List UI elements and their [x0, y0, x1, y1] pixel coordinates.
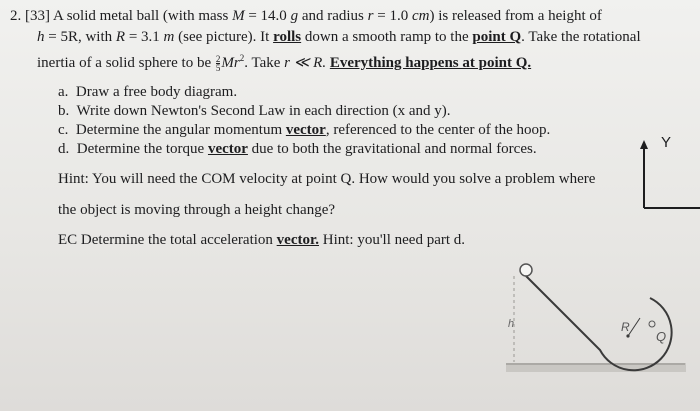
problem-line-3	[37, 53, 531, 72]
fraction-denominator: 5	[215, 63, 221, 74]
y-axis-arrowhead	[640, 140, 648, 149]
inertia-text: inertia of a solid sphere to be	[37, 55, 212, 71]
sketch-height-label: h	[508, 318, 515, 330]
ramp-hoop-sketch	[500, 258, 700, 388]
ec-hint: Hint: you'll need part d.	[322, 232, 466, 248]
part-c-after: , referenced to the center of the hoop.	[325, 122, 551, 138]
R-symbol: R	[115, 29, 126, 45]
R-value: = 3.1	[128, 29, 160, 45]
part-c-text: Determine the angular momentum	[75, 122, 283, 138]
ec-line	[58, 232, 465, 249]
mass-unit: g	[290, 8, 299, 24]
mass-symbol: M	[232, 8, 245, 24]
take-rotational-text: . Take the rotational	[521, 29, 641, 45]
and-radius-text: and radius	[301, 8, 364, 24]
part-d-text: Determine the torque	[76, 141, 205, 157]
hint-text-2: the object is moving through a height change?	[58, 202, 336, 218]
xy-axis-diagram	[620, 130, 700, 220]
ec-vector: vector.	[276, 232, 319, 248]
ramp-curve	[526, 276, 672, 370]
part-a	[58, 84, 237, 101]
see-picture-text: (see picture). It	[178, 29, 270, 45]
height-value: = 5R, with	[48, 29, 113, 45]
sketch-q-label: Q	[656, 329, 667, 344]
radius-symbol: r	[367, 8, 374, 24]
inertia-exponent: 2	[239, 53, 245, 63]
y-axis-label: Y	[661, 134, 672, 151]
fraction-numerator: 2	[215, 54, 221, 65]
inertia-expression: Mr	[221, 55, 240, 71]
part-b-text: Write down Newton's Second Law in each direction (x and y).	[76, 103, 451, 119]
problem-number: 2.	[10, 8, 22, 24]
take-r-text: . Take	[244, 55, 281, 71]
problem-intro: A solid metal ball (with mass	[52, 8, 229, 24]
hint-text-1: Hint: You will need the COM velocity at point Q. How would you solve a problem where	[58, 171, 596, 187]
part-c-label: c.	[58, 122, 69, 138]
radius-unit: cm	[411, 8, 430, 24]
hint-line-2	[58, 202, 335, 219]
point-q-marker	[649, 321, 655, 327]
part-b	[58, 103, 451, 120]
mass-value: = 14.0	[248, 8, 287, 24]
sketch-radius-label: R	[621, 320, 630, 334]
everything-at-q: Everything happens at point Q.	[329, 55, 532, 71]
hint-line-1	[58, 171, 595, 188]
part-c	[58, 122, 550, 139]
rolls-underlined: rolls	[273, 29, 302, 45]
part-c-vector: vector	[285, 122, 326, 138]
ec-text: EC Determine the total acceleration	[58, 232, 273, 248]
problem-line-2	[37, 29, 641, 46]
height-symbol: h	[37, 29, 45, 45]
problem-points: [33]	[25, 8, 50, 24]
part-b-label: b.	[58, 103, 70, 119]
radius-value: = 1.0	[377, 8, 409, 24]
part-d-label: d.	[58, 141, 70, 157]
part-a-label: a.	[58, 84, 69, 100]
part-d-vector: vector	[207, 141, 248, 157]
released-text: ) is released from a height of	[429, 8, 602, 24]
ball	[520, 264, 532, 276]
R-unit: m	[163, 29, 175, 45]
point-q-underlined: point Q	[472, 29, 522, 45]
hoop-center-dot	[626, 334, 629, 337]
part-d	[58, 141, 537, 158]
two-fifths-fraction	[216, 55, 221, 72]
part-d-after: due to both the gravitational and normal forces.	[251, 141, 537, 157]
ramp-text: down a smooth ramp to the	[304, 29, 469, 45]
problem-line-1	[10, 8, 602, 25]
part-a-text: Draw a free body diagram.	[75, 84, 238, 100]
r-much-less-R: r ≪ R.	[284, 55, 327, 71]
